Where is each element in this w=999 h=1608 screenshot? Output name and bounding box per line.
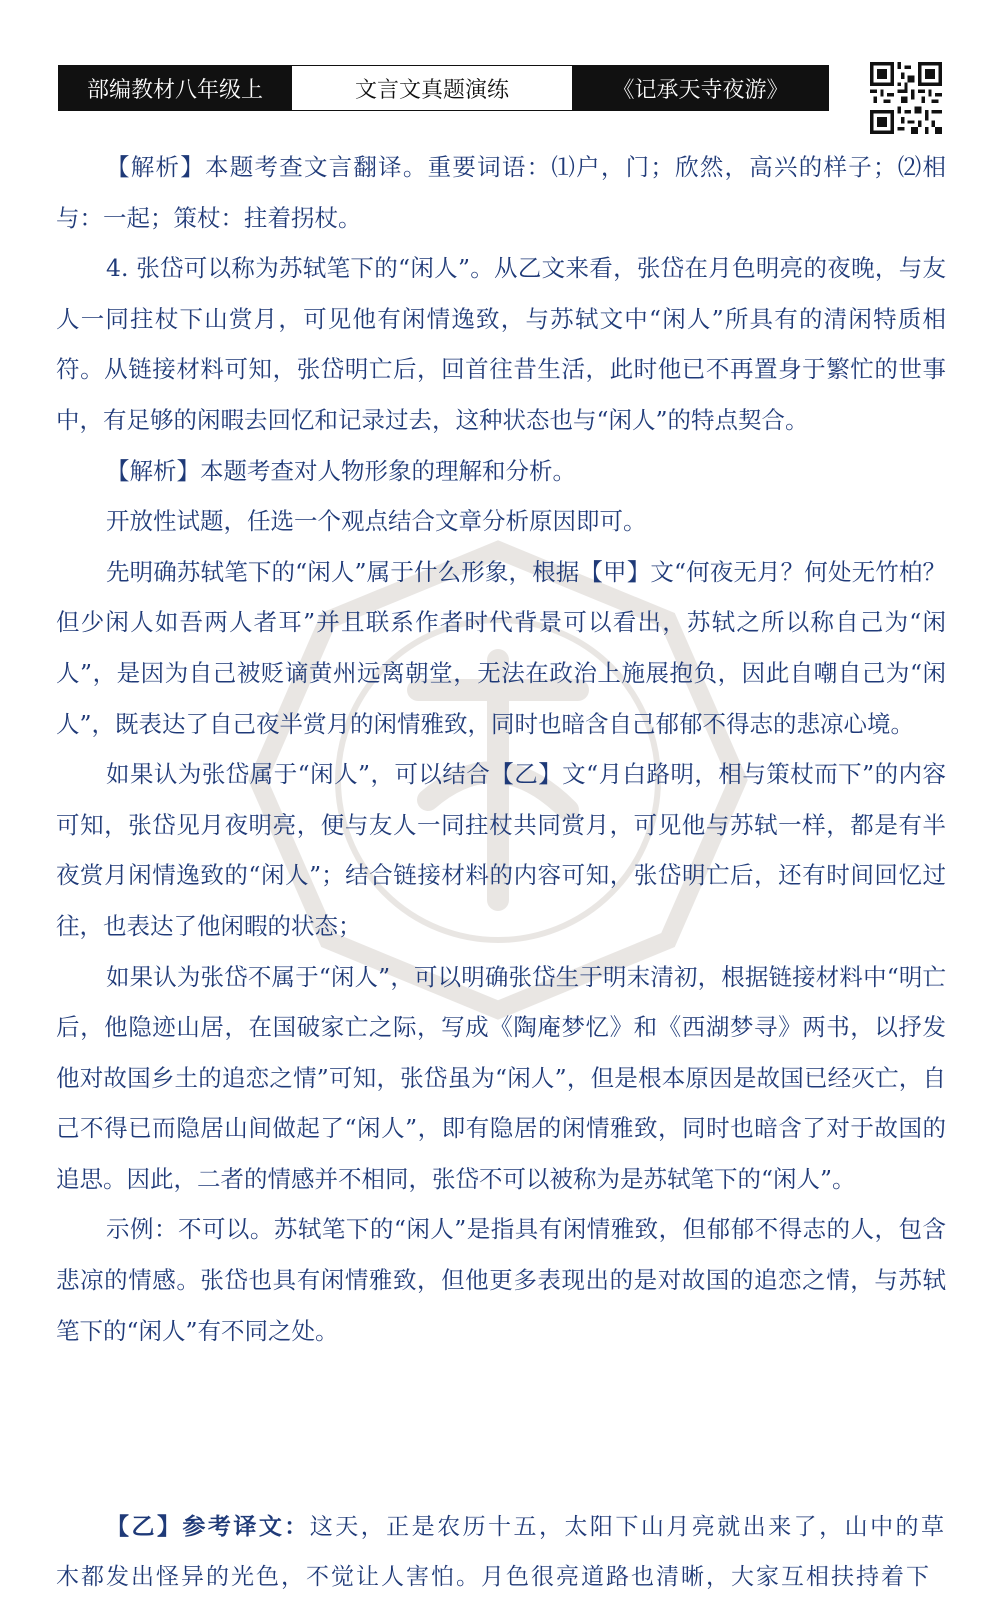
paragraph: 先明确苏轼笔下的“闲人”属于什么形象，根据【甲】文“何夜无月？何处无竹柏？但少闲人如吾两人者耳”并且联系作者时代背景可以看出，苏轼之所以称自己为“闲人”，是因为自己被贬谪黄州远离朝堂，无法在政治上施展抱负，因此自嘲自己为“闲人”，既表达了自己夜半赏月的闲情雅致，同时也暗含自己郁郁不得志的悲凉心境。 [56, 557, 946, 738]
translation-paragraph [56, 1502, 946, 1602]
paragraph: 4. 张岱可以称为苏轼笔下的“闲人”。从乙文来看，张岱在月色明亮的夜晚，与友人一同拄杖下山赏月，可见他有闲情逸致，与苏轼文中“闲人”所具有的清闲特质相符。从链接材料可知，张岱明亡后，回首往昔生活，此时他已不再置身于繁忙的世事中，有足够的闲暇去回忆和记录过去，这种状态也与“闲人”的特点契合。 [56, 254, 946, 434]
paragraph: 示例：不可以。苏轼笔下的“闲人”是指具有闲情雅致，但郁郁不得志的人，包含悲凉的情感。张岱也具有闲情雅致，但他更多表现出的是对故国的追恋之情，与苏轼笔下的“闲人”有不同之处。 [56, 1215, 946, 1345]
paragraph: 如果认为张岱不属于“闲人”，可以明确张岱生于明末清初，根据链接材料中“明亡后，他隐迹山居，在国破家亡之际，写成《陶庵梦忆》和《西湖梦寻》两书，以抒发他对故国乡土的追恋之情”可知，张岱虽为“闲人”，但是根本原因是故国已经灭亡，自己不得已而隐居山间做起了“闲人”，即有隐居的闲情雅致，同时也暗含了对于故国的追思。因此，二者的情感并不相同，张岱不可以被称为是苏轼笔下的“闲人”。 [56, 962, 946, 1193]
paragraph: 【解析】本题考查文言翻译。重要词语：⑴户，门；欣然，高兴的样子；⑵相与：一起；策杖：拄着拐杖。 [56, 153, 946, 232]
header-title: 文言文真题演练 [291, 66, 573, 110]
answer-body [56, 142, 946, 1356]
translation-label: 【乙】参考译文： [106, 1513, 310, 1540]
paragraph: 开放性试题，任选一个观点结合文章分析原因即可。 [106, 507, 647, 536]
header-bar [58, 65, 829, 111]
qr-code-icon [870, 62, 942, 134]
translation-text: 这天，正是农历十五，太阳下山月亮就出来了，山中的草木都发出怪异的光色，不觉让人害怕。月色很亮道路也清晰，大家互相扶持着下 [56, 1514, 946, 1590]
paragraph: 【解析】本题考查对人物形象的理解和分析。 [106, 456, 576, 485]
paragraph: 如果认为张岱属于“闲人”，可以结合【乙】文“月白路明，相与策杖而下”的内容可知，张岱见月夜明亮，便与友人一同拄杖共同赏月，可见他与苏轼一样，都是有半夜赏月闲情逸致的“闲人”；结合链接材料的内容可知，张岱明亡后，还有时间回忆过往，也表达了他闲暇的状态； [56, 760, 946, 940]
header-article: 《记承天寺夜游》 [573, 66, 828, 110]
header-grade: 部编教材八年级上 [59, 66, 291, 110]
